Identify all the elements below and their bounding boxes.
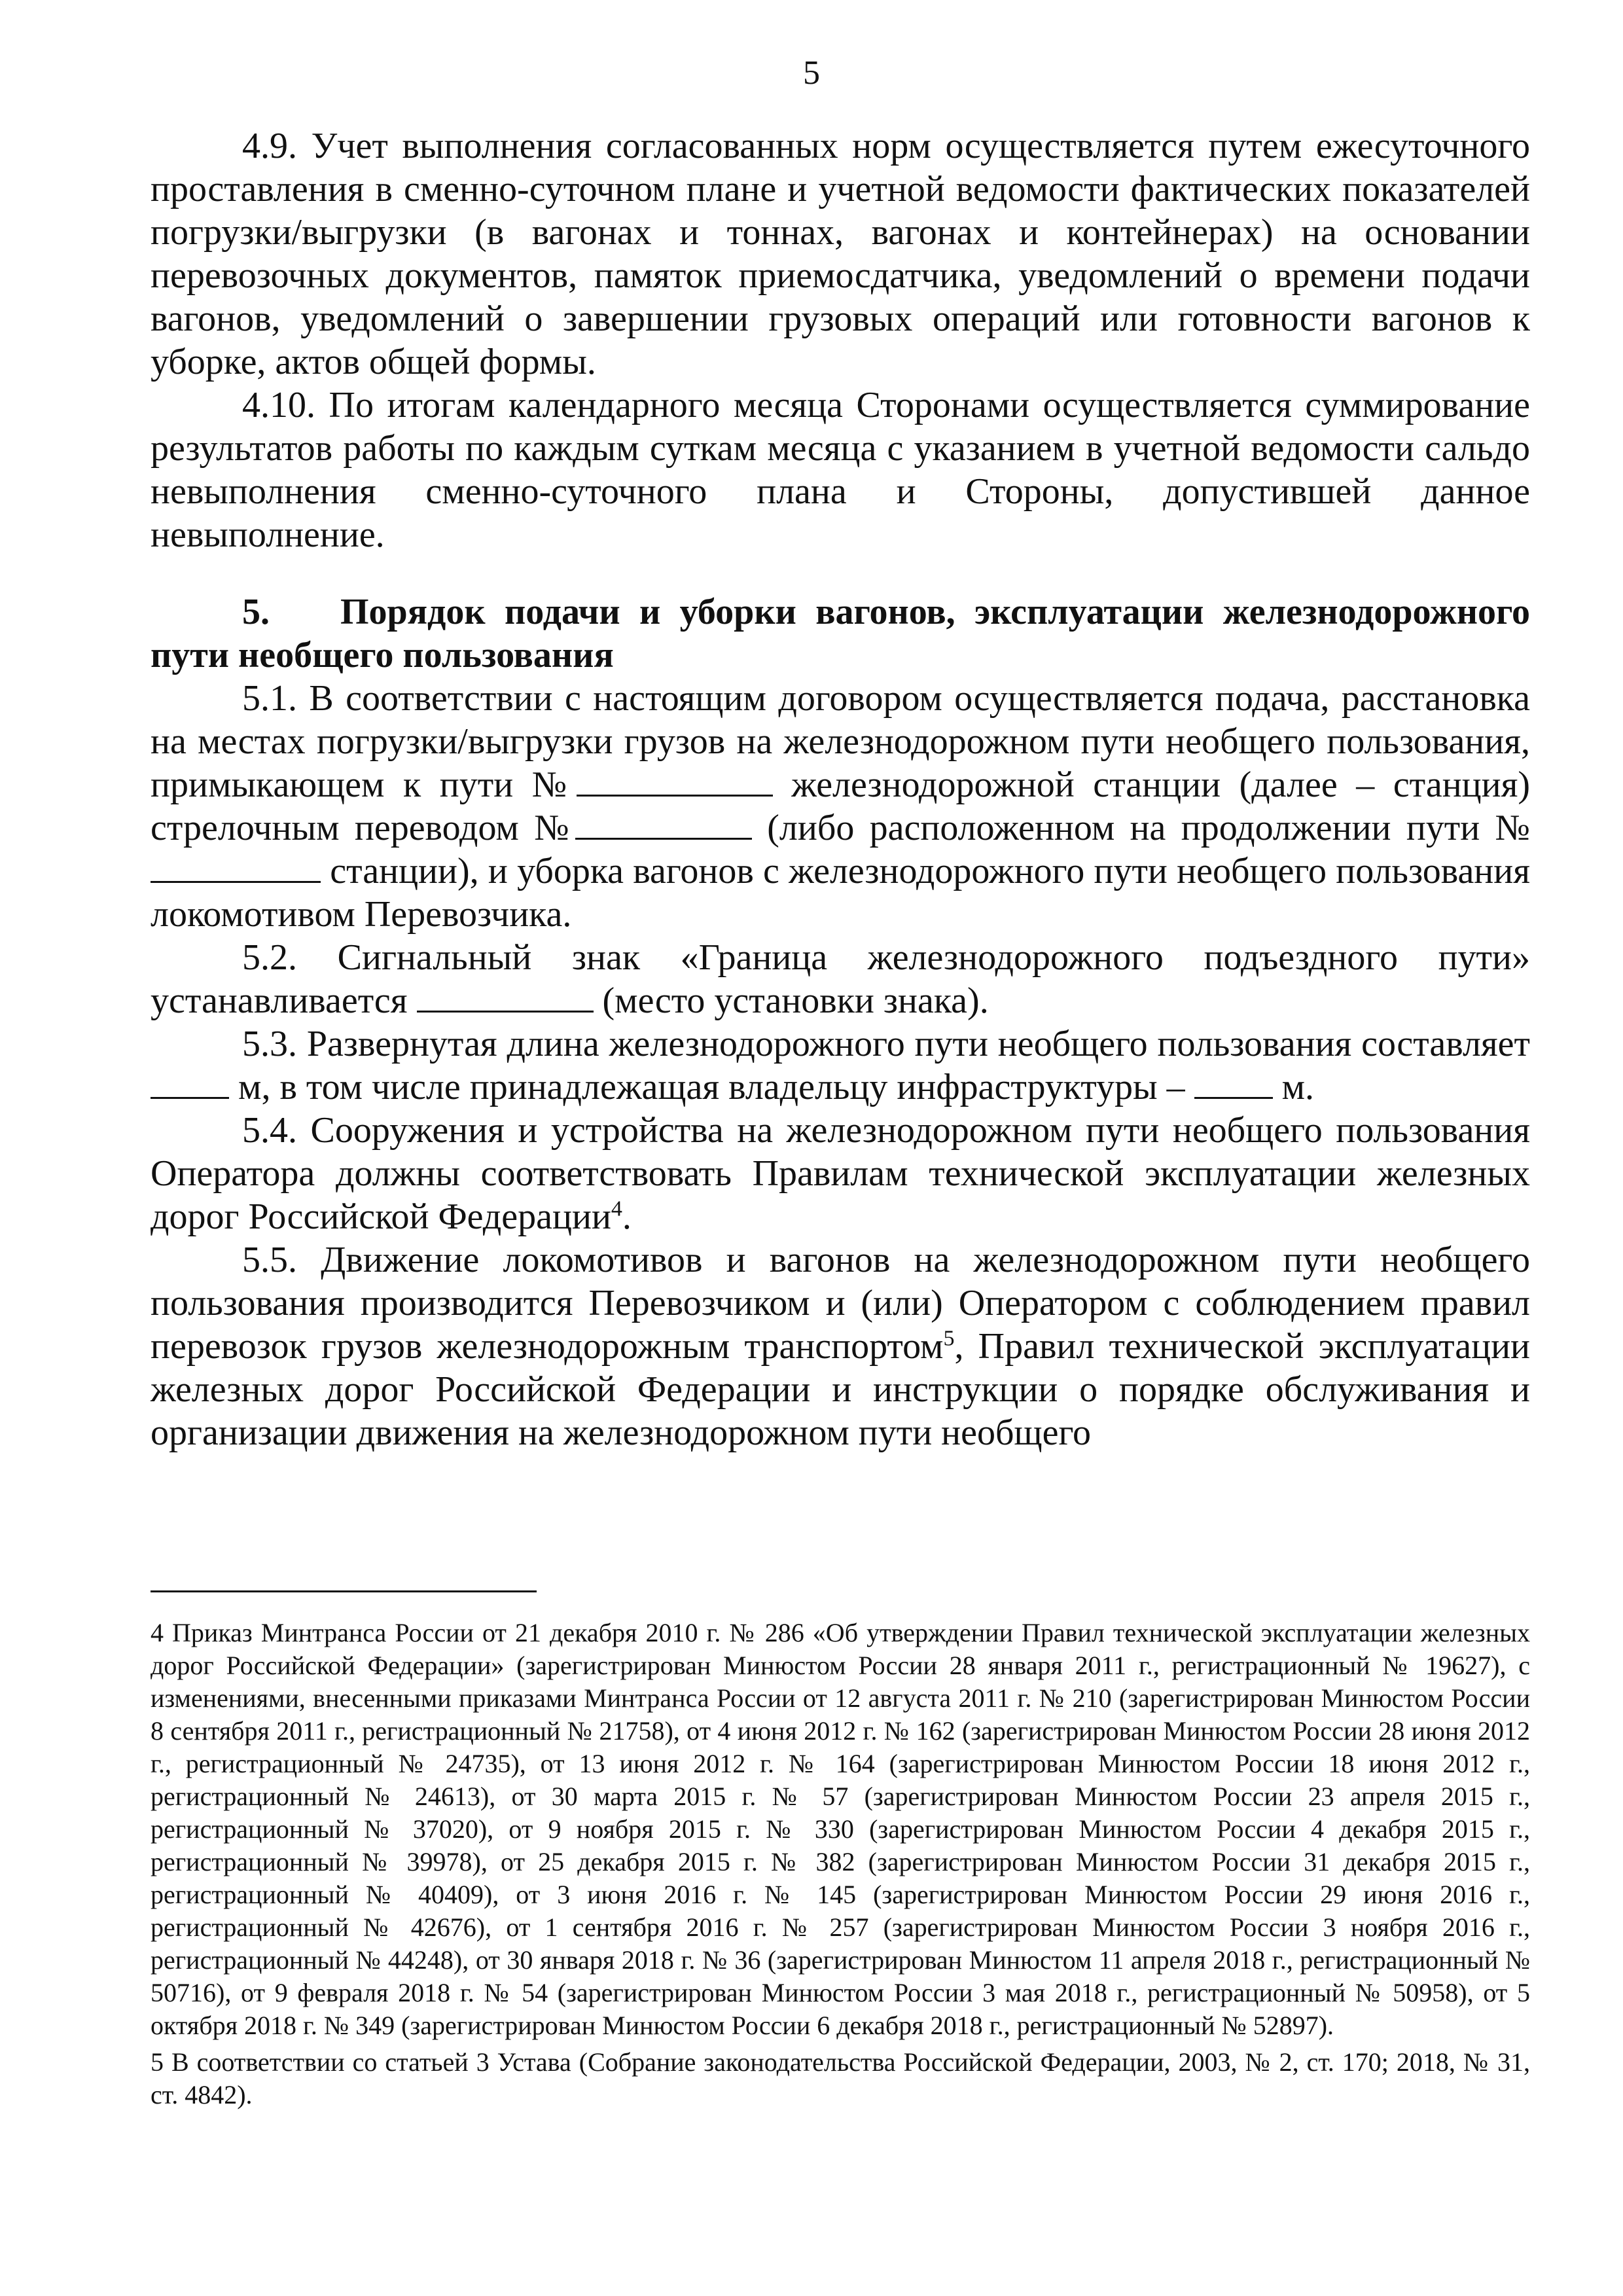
paragraph-5-2-part-b: (место установки знака). [593,980,989,1021]
paragraph-5-3-part-a: 5.3. Развернутая длина железнодорожного пути необщего пользования составляет [242,1024,1530,1064]
paragraph-5-5 [151,1238,1530,1454]
footnote-ref-4[interactable]: 4 [611,1196,622,1221]
paragraph-4-9: 4.9. Учет выполнения согласованных норм осуществляется путем ежесуточного проставления в сменно-суточном плане и учетной ведомости фактических показателей погрузки/выгрузки (в вагонах и тоннах, вагонах и контейнерах) на основании перевозочных документов, памяток приемосдатчика, уведомлений о времени подачи вагонов, уведомлений о завершении грузовых операций или готовности вагонов к уборке, актов общей формы. [151,126,1530,382]
footnotes [151,1617,1530,2115]
paragraph-5-1-part-b: железнодорожной станции (далее – станция) стрелочным переводом № [151,764,1530,848]
blank-line-continuation-track [151,851,321,883]
paragraph-5-5-part-a: 5.5. Движение локомотивов и вагонов на железнодорожном пути необщего пользования производится Перевозчиком и (или) Оператором с соблюдением правил перевозок грузов железнодорожным транспортом [151,1240,1530,1367]
paragraph-5-2 [151,936,1530,1022]
blank-line-total-length [151,1067,229,1099]
paragraph-5-3-part-c: м. [1272,1067,1315,1107]
paragraph-5-3-part-b: м, в том числе принадлежащая владельцу инфраструктуры – [229,1067,1194,1107]
document-body [151,124,1530,1454]
paragraph-5-1-part-c: (либо расположенном на продолжении пути № [751,808,1530,848]
footnote-5: 5 В соответствии со статьей 3 Устава (Собрание законодательства Российской Федерации, 2003, № 2, ст. 170; 2018, № 31, ст. 4842). [151,2047,1530,2109]
section-5-number: 5. [242,592,270,632]
blank-line-owner-length [1194,1067,1273,1099]
paragraph-5-1-part-a: 5.1. В соответствии с настоящим договором осуществляется подача, расстановка на местах погрузки/выгрузки грузов на железнодорожном пути необщего пользования, примыкающем к пути № [151,678,1530,805]
page-number: 5 [803,54,820,92]
paragraph-5-4-end: . [622,1196,632,1237]
footnote-ref-5[interactable]: 5 [943,1326,955,1351]
section-5-title: Порядок подачи и уборки вагонов, эксплуатации железнодорожного пути необщего пользования [151,592,1530,675]
footnote-4: 4 Приказ Минтранса России от 21 декабря 2010 г. № 286 «Об утверждении Правил технической эксплуатации железных дорог Российской Федерации» (зарегистрирован Минюстом России 28 января 2011 г., регистрационный № 19627), с изменениями, внесенными приказами Минтранса России от 12 августа 2011 г. № 210 (зарегистрирован Минюстом России 8 сентября 2011 г., регистрационный № 21758), от 4 июня 2012 г. № 162 (зарегистрирован Минюстом России 28 июня 2012 г., регистрационный № 24735), от 13 июня 2012 г. № 164 (зарегистрирован Минюстом России 18 июня 2012 г., регистрационный № 24613), от 30 марта 2015 г. № 57 (зарегистрирован Минюстом России 23 апреля 2015 г., регистрационный № 37020), от 9 ноября 2015 г. № 330 (зарегистрирован Минюстом России 4 декабря 2015 г., регистрационный № 39978), от 25 декабря 2015 г. № 382 (зарегистрирован Минюстом России 31 декабря 2015 г., регистрационный № 40409), от 3 июня 2016 г. № 145 (зарегистрирован Минюстом России 29 июня 2016 г., регистрационный № 42676), от 1 сентября 2016 г. № 257 (зарегистрирован Минюстом России 3 ноября 2016 г., регистрационный № 44248), от 30 января 2018 г. № 36 (зарегистрирован Минюстом 11 апреля 2018 г., регистрационный № 50716), от 9 февраля 2018 г. № 54 (зарегистрирован Минюстом России 3 мая 2018 г., регистрационный № 50958), от 5 октября 2018 г. № 349 (зарегистрирован Минюстом России 6 декабря 2018 г., регистрационный № 52897). [151,1618,1530,2040]
paragraph-5-1 [151,677,1530,936]
blank-line-sign-location [417,980,594,1013]
section-5-heading [151,590,1530,677]
paragraph-5-1-part-d: станции), и уборка вагонов с железнодорожного пути необщего пользования локомотивом Перевозчика. [151,851,1530,935]
footnote-separator [151,1590,537,1592]
paragraph-5-4-text: 5.4. Сооружения и устройства на железнодорожном пути необщего пользования Оператора должны соответствовать Правилам технической эксплуатации железных дорог Российской Федерации [151,1110,1530,1237]
paragraph-5-2-part-a: 5.2. Сигнальный знак «Граница железнодорожного подъездного пути» устанавливается [151,937,1530,1021]
paragraph-4-10: 4.10. По итогам календарного месяца Сторонами осуществляется суммирование результатов работы по каждым суткам месяца с указанием в учетной ведомости сальдо невыполнения сменно-суточного плана и Стороны, допустившей данное невыполнение. [151,385,1530,555]
blank-line-track-number [577,764,773,797]
blank-line-switch-number [575,808,752,840]
paragraph-5-4 [151,1109,1530,1238]
paragraph-5-3 [151,1022,1530,1109]
paragraph-5-5-part-b: , Правил технической эксплуатации железных дорог Российской Федерации и инструкции о порядке обслуживания и организации движения на железнодорожном пути необщего [151,1326,1531,1453]
